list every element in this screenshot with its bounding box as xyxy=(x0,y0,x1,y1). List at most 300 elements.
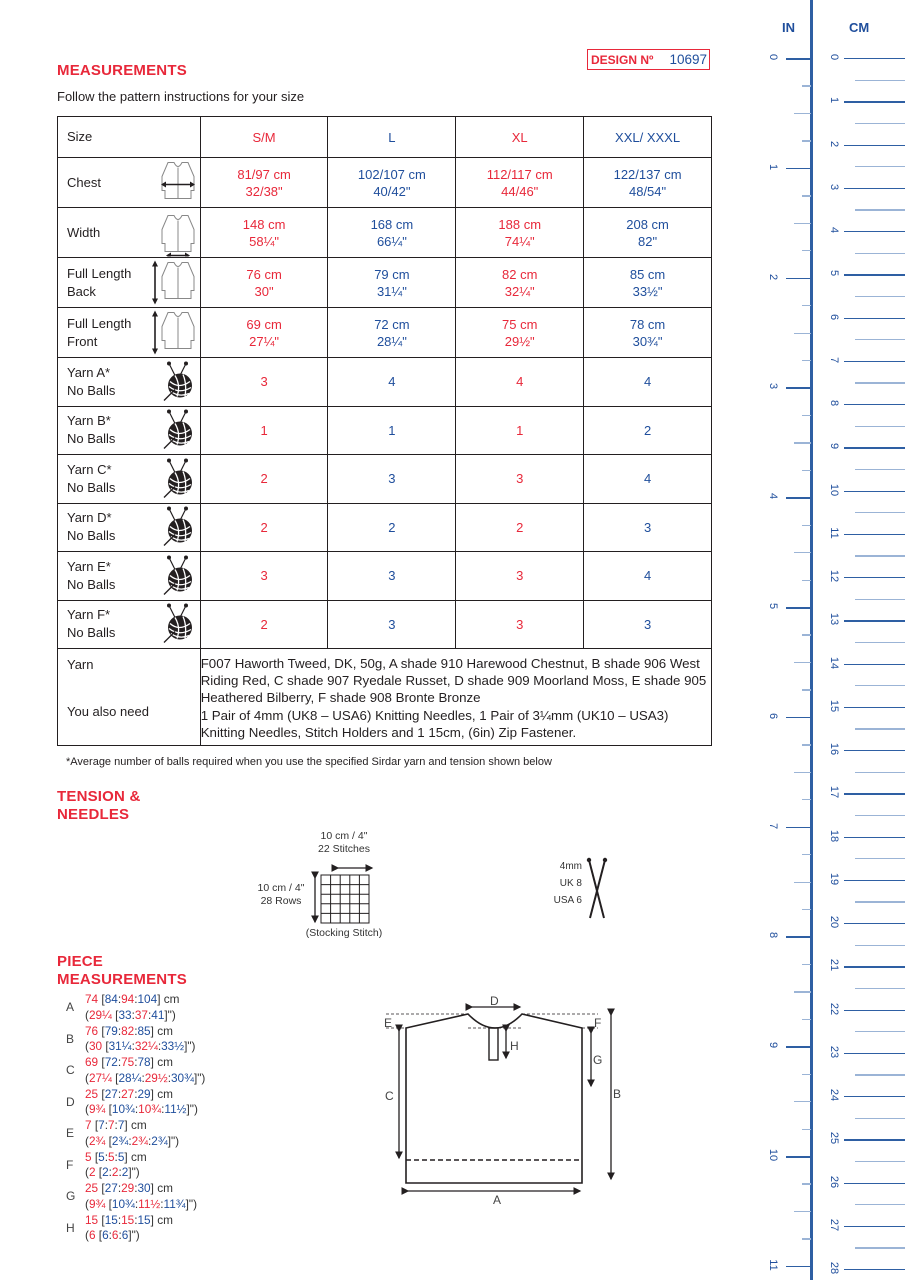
yarn-ball-count: 1 xyxy=(328,406,456,455)
piece-inches: (2¾ [2¾:2¾:2¾]") xyxy=(85,1133,180,1148)
inch-quarter-tick xyxy=(802,1074,811,1075)
inch-major-tick xyxy=(786,936,811,938)
cm-major-tick xyxy=(844,361,905,362)
piece-measurement-item xyxy=(66,1118,205,1149)
cm-number: 19 xyxy=(828,872,840,885)
yarn-ball-needles-icon xyxy=(161,456,195,501)
inch-half-tick xyxy=(794,113,811,114)
yarn-footnote: *Average number of balls required when you use the specified Sirdar yarn and tension shown below xyxy=(66,756,552,768)
diagram-label-f: F xyxy=(594,1016,602,1030)
size-label: Size xyxy=(67,129,93,144)
cm-major-tick xyxy=(844,1226,905,1227)
inch-number: 11 xyxy=(767,1259,779,1271)
inch-half-tick xyxy=(794,772,811,773)
tension-swatch-grid-icon xyxy=(300,860,380,930)
yarn-ball-needles-icon xyxy=(161,602,195,647)
diagram-label-g: G xyxy=(593,1053,603,1067)
yarn-ball-count: 3 xyxy=(456,600,584,649)
inch-number: 5 xyxy=(767,602,779,610)
inch-quarter-tick xyxy=(802,799,811,800)
piece-measurement-item xyxy=(66,1213,205,1244)
yarn-ball-count: 1 xyxy=(200,406,328,455)
measurement-label: Full Length Front xyxy=(67,315,132,349)
garment-chest-icon xyxy=(152,156,198,209)
yarn-balls-row xyxy=(58,455,712,504)
cm-half-tick xyxy=(855,945,905,946)
piece-letter: E xyxy=(66,1126,75,1140)
yarn-ball-count: 2 xyxy=(200,455,328,504)
cm-half-tick xyxy=(855,166,905,167)
yarn-ball-count: 2 xyxy=(200,600,328,649)
cm-major-tick xyxy=(844,1183,905,1184)
cm-half-tick xyxy=(855,728,905,729)
yarn-ball-count: 4 xyxy=(584,552,712,601)
inch-number: 7 xyxy=(767,822,779,829)
measurement-value: 78 cm 30¾" xyxy=(584,308,712,358)
cm-major-tick xyxy=(844,1010,905,1011)
cm-major-tick xyxy=(844,534,905,535)
yarn-label: Yarn F* No Balls xyxy=(67,607,116,641)
cm-major-tick xyxy=(844,404,905,405)
inch-half-tick xyxy=(794,442,811,443)
inch-half-tick xyxy=(794,1211,811,1212)
tension-width-stitches: 22 Stitches xyxy=(318,843,370,855)
cm-major-tick xyxy=(844,491,905,492)
yarn-label-cell xyxy=(58,455,201,504)
inch-quarter-tick xyxy=(802,360,811,361)
cm-major-tick xyxy=(844,58,905,59)
tension-heading-line1: TENSION & xyxy=(57,788,141,805)
cm-major-tick xyxy=(844,577,905,578)
cm-number: 16 xyxy=(828,742,840,756)
yarn-label-cell xyxy=(58,552,201,601)
cm-major-tick xyxy=(844,447,905,448)
inch-half-tick xyxy=(794,662,811,663)
inch-major-tick xyxy=(786,1046,811,1048)
measurement-row xyxy=(58,158,712,208)
measurement-value: 122/137 cm 48/54" xyxy=(584,158,712,208)
cm-number: 22 xyxy=(828,1002,840,1015)
piece-letter: B xyxy=(66,1031,75,1046)
yarn-info-text-cell xyxy=(200,649,711,746)
cm-number: 8 xyxy=(828,399,840,407)
piece-cm: 69 [72:75:78] cm xyxy=(85,1055,173,1069)
cm-major-tick xyxy=(844,274,905,275)
yarn-label-cell xyxy=(58,503,201,552)
inch-major-tick xyxy=(786,1266,811,1268)
cm-half-tick xyxy=(855,642,905,643)
cm-half-tick xyxy=(855,469,905,470)
yarn-balls-row xyxy=(58,358,712,407)
design-number-box xyxy=(587,49,710,70)
yarn-info-label: Yarn xyxy=(67,657,94,672)
measurement-label: Width xyxy=(67,224,101,240)
piece-letter: H xyxy=(66,1220,75,1235)
size-header-xl: XL xyxy=(456,117,584,158)
yarn-ball-count: 2 xyxy=(328,503,456,552)
piece-cm: 76 [79:82:85] cm xyxy=(85,1023,173,1038)
inch-quarter-tick xyxy=(802,1238,811,1239)
yarn-balls-row xyxy=(58,503,712,552)
cm-major-tick xyxy=(844,750,905,751)
yarn-ball-count: 3 xyxy=(328,600,456,649)
inch-major-tick xyxy=(786,387,811,389)
cm-number: 9 xyxy=(828,443,840,450)
piece-cm: 15 [15:15:15] cm xyxy=(85,1212,173,1227)
cm-number: 7 xyxy=(828,356,840,363)
cm-half-tick xyxy=(855,296,905,297)
tension-width-cm: 10 cm / 4" xyxy=(320,830,368,842)
inch-quarter-tick xyxy=(802,689,811,690)
yarn-info-row xyxy=(58,649,712,746)
cm-half-tick xyxy=(855,815,905,816)
cm-number: 17 xyxy=(828,786,840,799)
size-label-cell xyxy=(58,117,201,158)
measurement-row xyxy=(58,208,712,258)
yarn-ball-count: 3 xyxy=(328,552,456,601)
cm-number: 3 xyxy=(828,183,840,190)
yarn-ball-count: 2 xyxy=(200,503,328,552)
inch-half-tick xyxy=(794,333,811,334)
piece-measurement-item xyxy=(66,1181,205,1212)
piece-cm: 5 [5:5:5] cm xyxy=(85,1149,147,1164)
inch-major-tick xyxy=(786,497,811,499)
inch-number: 8 xyxy=(767,932,779,939)
design-number-label: DESIGN Nº xyxy=(591,52,654,67)
yarn-balls-row xyxy=(58,406,712,455)
cm-half-tick xyxy=(855,685,905,686)
inch-quarter-tick xyxy=(802,580,811,581)
sweater-piece-diagram xyxy=(380,985,640,1215)
measurement-value: 85 cm 33½" xyxy=(584,258,712,308)
cm-major-tick xyxy=(844,880,905,881)
inch-major-tick xyxy=(786,827,811,829)
measurement-label-cell xyxy=(58,258,201,308)
inch-major-tick xyxy=(786,717,811,719)
diagram-label-c: C xyxy=(385,1089,394,1103)
cm-half-tick xyxy=(855,901,905,902)
piece-measurement-item xyxy=(66,992,205,1023)
piece-letter: C xyxy=(66,1063,75,1077)
cm-half-tick xyxy=(855,1161,905,1162)
measurement-value: 102/107 cm 40/42" xyxy=(328,158,456,208)
cm-major-tick xyxy=(844,231,905,232)
diagram-label-e: E xyxy=(384,1016,393,1030)
inch-half-tick xyxy=(794,991,811,992)
piece-letter: A xyxy=(66,1000,75,1014)
yarn-ball-count: 2 xyxy=(584,406,712,455)
body-outline xyxy=(406,1014,582,1183)
cm-number: 18 xyxy=(828,829,840,842)
measurement-row xyxy=(58,308,712,358)
cm-half-tick xyxy=(855,1074,905,1075)
size-header-row xyxy=(58,117,712,158)
zip-opening xyxy=(489,1028,498,1060)
inch-major-tick xyxy=(786,58,811,60)
yarn-ball-count: 3 xyxy=(584,600,712,649)
cm-half-tick xyxy=(855,1204,905,1205)
cm-half-tick xyxy=(855,339,905,340)
tension-height-rows: 28 Rows xyxy=(260,895,302,907)
measurement-label-cell xyxy=(58,308,201,358)
piece-letter: D xyxy=(66,1094,75,1109)
inch-half-tick xyxy=(794,552,811,553)
inch-quarter-tick xyxy=(802,525,811,526)
cm-major-tick xyxy=(844,664,905,665)
yarn-label: Yarn B* No Balls xyxy=(67,413,116,447)
yarn-ball-count: 3 xyxy=(456,552,584,601)
inch-quarter-tick xyxy=(802,1183,811,1184)
cm-major-tick xyxy=(844,1139,905,1140)
yarn-balls-row xyxy=(58,600,712,649)
piece-measurement-item xyxy=(66,1055,205,1086)
needle-size-uk: UK 8 xyxy=(559,878,582,889)
piece-measurement-item xyxy=(66,1024,205,1055)
inch-quarter-tick xyxy=(802,1019,811,1020)
cm-number: 12 xyxy=(828,569,840,583)
size-header-l: L xyxy=(328,117,456,158)
measurement-value: 81/97 cm 32/38" xyxy=(200,158,328,208)
tension-height-cm: 10 cm / 4" xyxy=(257,882,305,894)
measurement-value: 112/117 cm 44/46" xyxy=(456,158,584,208)
cm-number: 1 xyxy=(828,97,840,104)
inch-quarter-tick xyxy=(802,195,811,196)
measurement-value: 69 cm 27¼" xyxy=(200,308,328,358)
cm-major-tick xyxy=(844,707,905,708)
inch-half-tick xyxy=(794,223,811,224)
measurement-value: 188 cm 74¼" xyxy=(456,208,584,258)
inch-quarter-tick xyxy=(802,854,811,855)
piece-measurements-list xyxy=(66,992,205,1244)
yarn-ball-count: 3 xyxy=(328,455,456,504)
yarn-label: Yarn C* No Balls xyxy=(67,461,116,495)
yarn-info-labels xyxy=(58,649,201,746)
cm-number: 0 xyxy=(828,53,840,61)
cm-major-tick xyxy=(844,793,905,794)
cm-half-tick xyxy=(855,253,905,254)
cm-number: 23 xyxy=(828,1045,840,1058)
cm-half-tick xyxy=(855,426,905,427)
yarn-label-cell xyxy=(58,600,201,649)
diagram-label-b: B xyxy=(613,1087,622,1101)
yarn-label: Yarn D* No Balls xyxy=(67,510,116,544)
cm-half-tick xyxy=(855,512,905,513)
yarn-label-cell xyxy=(58,358,201,407)
yarn-ball-count: 4 xyxy=(328,358,456,407)
cm-major-tick xyxy=(844,1053,905,1054)
piece-measurement-item xyxy=(66,1087,205,1118)
piece-heading-line2: MEASUREMENTS xyxy=(57,971,187,988)
cm-half-tick xyxy=(855,599,905,600)
inch-number: 10 xyxy=(767,1148,779,1162)
cm-half-tick xyxy=(855,123,905,124)
cm-half-tick xyxy=(855,382,905,383)
inch-quarter-tick xyxy=(802,250,811,251)
inch-number: 0 xyxy=(767,53,779,61)
tension-heading xyxy=(57,788,140,824)
size-header-xxl: XXL/ XXXL xyxy=(584,117,712,158)
measurements-table xyxy=(57,116,712,746)
cm-number: 10 xyxy=(828,483,840,496)
needle-size-usa: USA 6 xyxy=(553,895,582,906)
piece-letter: G xyxy=(66,1189,76,1203)
cm-half-tick xyxy=(855,858,905,859)
yarn-label: Yarn E* No Balls xyxy=(67,558,116,592)
cm-half-tick xyxy=(855,1247,905,1248)
cm-half-tick xyxy=(855,555,905,556)
measurement-label: Chest xyxy=(67,174,101,190)
cm-number: 26 xyxy=(828,1175,840,1188)
piece-heading-line1: PIECE xyxy=(57,953,104,970)
needle-size-mm: 4mm xyxy=(559,861,582,872)
measurement-row xyxy=(58,258,712,308)
measurements-heading: MEASUREMENTS xyxy=(57,62,187,79)
inch-number: 9 xyxy=(767,1042,779,1049)
cm-number: 5 xyxy=(828,270,840,277)
inch-quarter-tick xyxy=(802,470,811,471)
cm-major-tick xyxy=(844,923,905,924)
ruler-cm-label: CM xyxy=(849,20,870,35)
inch-quarter-tick xyxy=(802,1129,811,1130)
piece-measurements-heading xyxy=(57,953,187,989)
design-number: 10697 xyxy=(669,52,707,67)
yarn-ball-count: 3 xyxy=(584,503,712,552)
measurement-value: 75 cm 29½" xyxy=(456,308,584,358)
cm-major-tick xyxy=(844,966,905,967)
tension-stitch-type: (Stocking Stitch) xyxy=(305,927,383,939)
inch-major-tick xyxy=(786,607,811,609)
ruler-in-label: IN xyxy=(782,20,795,35)
inch-number: 3 xyxy=(767,383,779,390)
cm-major-tick xyxy=(844,318,905,319)
cm-number: 28 xyxy=(828,1261,840,1275)
measurement-value: 79 cm 31¼" xyxy=(328,258,456,308)
measurement-label: Full Length Back xyxy=(67,265,132,299)
yarn-ball-count: 4 xyxy=(584,455,712,504)
ruler-divider xyxy=(810,0,813,1280)
inch-half-tick xyxy=(794,882,811,883)
cm-number: 11 xyxy=(828,527,840,539)
measurement-value: 148 cm 58¼" xyxy=(200,208,328,258)
inch-major-tick xyxy=(786,168,811,170)
measurements-intro: Follow the pattern instructions for your size xyxy=(57,89,305,104)
inch-quarter-tick xyxy=(802,909,811,910)
inch-quarter-tick xyxy=(802,964,811,965)
yarn-ball-needles-icon xyxy=(161,359,195,404)
piece-inches: (9¾ [10¾:11½:11¾]") xyxy=(85,1196,198,1211)
tension-width-label xyxy=(294,830,394,856)
yarn-ball-needles-icon xyxy=(161,553,195,598)
garment-width-icon xyxy=(152,206,198,259)
cm-number: 21 xyxy=(828,959,840,972)
cm-number: 20 xyxy=(828,915,840,929)
cm-number: 24 xyxy=(828,1088,840,1102)
measurement-value: 72 cm 28¼" xyxy=(328,308,456,358)
inch-number: 2 xyxy=(767,273,779,280)
yarn-ball-count: 1 xyxy=(456,406,584,455)
needle-size-labels xyxy=(548,858,582,909)
measurement-value: 76 cm 30" xyxy=(200,258,328,308)
piece-inches: (9¾ [10¾:10¾:11½]") xyxy=(85,1102,198,1116)
yarn-balls-row xyxy=(58,552,712,601)
inch-quarter-tick xyxy=(802,634,811,635)
piece-cm: 25 [27:27:29] cm xyxy=(85,1086,173,1101)
diagram-label-h: H xyxy=(510,1039,519,1053)
yarn-ball-count: 3 xyxy=(456,455,584,504)
measurement-value: 168 cm 66¼" xyxy=(328,208,456,258)
yarn-ball-count: 4 xyxy=(456,358,584,407)
also-need-label: You also need xyxy=(67,704,149,719)
piece-inches: (30 [31¼:32¼:33½]") xyxy=(85,1039,196,1053)
piece-inches: (27¼ [28¼:29½:30¾]") xyxy=(85,1070,206,1085)
diagram-label-d: D xyxy=(490,994,499,1008)
measurement-value: 208 cm 82" xyxy=(584,208,712,258)
inch-number: 4 xyxy=(767,493,779,500)
piece-letter: F xyxy=(66,1157,74,1172)
yarn-label: Yarn A* No Balls xyxy=(67,364,116,398)
cm-number: 6 xyxy=(828,313,840,320)
cm-number: 15 xyxy=(828,699,840,712)
tension-heading-line2: NEEDLES xyxy=(57,806,130,823)
measurement-label-cell xyxy=(58,208,201,258)
inch-major-tick xyxy=(786,278,811,280)
also-need-description: 1 Pair of 4mm (UK8 – USA6) Knitting Needles, 1 Pair of 3¼mm (UK10 – USA3) Knitting Needles, Stitch Holders and 1 15cm, (6in) Zip Fastener. xyxy=(200,707,669,740)
piece-inches: (2 [2:2:2]") xyxy=(85,1165,140,1179)
piece-cm: 74 [84:94:104] cm xyxy=(85,992,180,1006)
yarn-ball-needles-icon xyxy=(161,505,195,550)
yarn-description: F007 Haworth Tweed, DK, 50g, A shade 910 Harewood Chestnut, B shade 906 West Riding Red, C shade 907 Ryedale Russet, D shade 909 Moorland Moss, E shade 905 Heathered Bilberry, F shade 908 Bronte Bronze xyxy=(200,655,707,706)
inch-quarter-tick xyxy=(802,85,811,86)
cm-half-tick xyxy=(855,988,905,989)
inch-quarter-tick xyxy=(802,744,811,745)
cm-half-tick xyxy=(855,1031,905,1032)
size-header-sm: S/M xyxy=(200,117,328,158)
garment-length-back-icon xyxy=(152,256,198,309)
inch-quarter-tick xyxy=(802,305,811,306)
piece-inches: (29¼ [33:37:41]") xyxy=(85,1007,176,1022)
cm-major-tick xyxy=(844,620,905,621)
cm-number: 4 xyxy=(828,226,840,234)
cm-major-tick xyxy=(844,101,905,102)
cm-major-tick xyxy=(844,837,905,838)
cm-major-tick xyxy=(844,1096,905,1097)
cm-major-tick xyxy=(844,188,905,189)
yarn-ball-count: 4 xyxy=(584,358,712,407)
cm-half-tick xyxy=(855,1118,905,1119)
cm-number: 27 xyxy=(828,1218,840,1231)
piece-inches: (6 [6:6:6]") xyxy=(85,1228,140,1242)
cm-half-tick xyxy=(855,209,905,210)
piece-cm: 25 [27:29:30] cm xyxy=(85,1181,173,1195)
piece-cm: 7 [7:7:7] cm xyxy=(85,1118,147,1132)
yarn-ball-needles-icon xyxy=(161,408,195,453)
yarn-label-cell xyxy=(58,406,201,455)
yarn-ball-count: 3 xyxy=(200,358,328,407)
yarn-ball-count: 2 xyxy=(456,503,584,552)
cm-number: 25 xyxy=(828,1132,840,1145)
cm-major-tick xyxy=(844,1269,905,1270)
inch-quarter-tick xyxy=(802,140,811,141)
inch-half-tick xyxy=(794,1101,811,1102)
inch-quarter-tick xyxy=(802,415,811,416)
yarn-ball-count: 3 xyxy=(200,552,328,601)
cm-half-tick xyxy=(855,80,905,81)
knitting-needles-icon xyxy=(584,856,610,922)
garment-length-front-icon xyxy=(152,306,198,359)
inch-number: 1 xyxy=(767,163,779,170)
inch-major-tick xyxy=(786,1156,811,1158)
cm-number: 14 xyxy=(828,656,840,669)
